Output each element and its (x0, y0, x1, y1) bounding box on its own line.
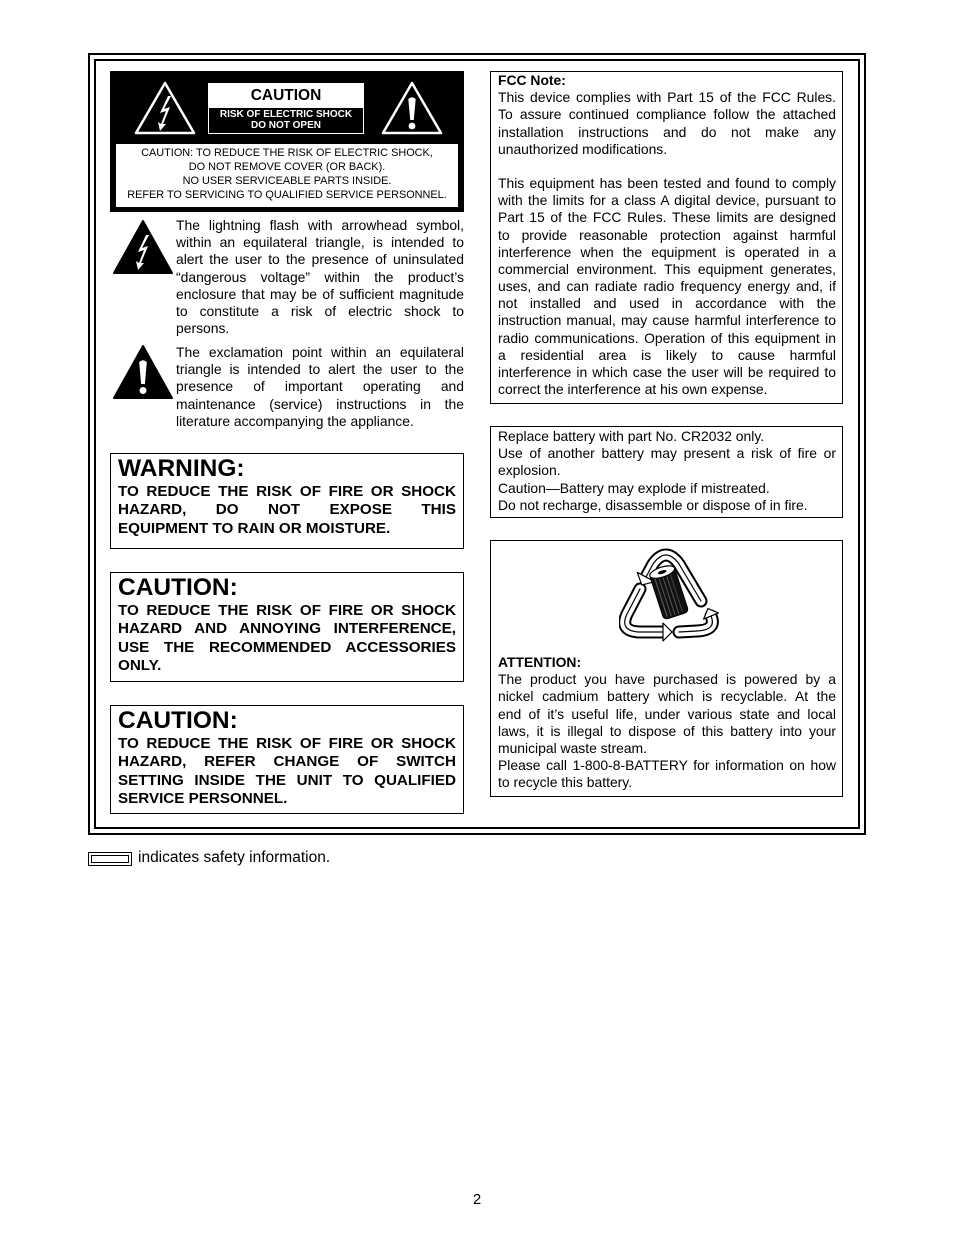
text-line: unauthorized modifications. (498, 140, 668, 157)
text-line: to constitute a risk of electric shock to (176, 302, 464, 319)
text-line: Replace battery with part No. CR2032 only. (498, 428, 765, 444)
text-line: Do not recharge, disassemble or dispose of in fire. (498, 496, 808, 513)
text-line: explosion. (498, 462, 561, 479)
fcc-note-box (490, 71, 843, 404)
battery-recycle-icon (619, 546, 719, 646)
text-line: NO USER SERVICEABLE PARTS INSIDE. (182, 174, 392, 187)
text-line: interference in which case the user will be required to (498, 363, 836, 380)
paragraph (498, 428, 836, 445)
text-line: enclosure that may be of sufficient magnitude (176, 285, 464, 302)
text-line: Part 15 of the FCC Rules. These limits are designed (498, 209, 836, 226)
page-number: 2 (472, 1191, 482, 1208)
text-line: triangle is intended to alert the user to the (176, 361, 464, 378)
text-line: DO NOT REMOVE COVER (OR BACK). (188, 160, 386, 173)
text-line: TO REDUCE THE RISK OF FIRE OR SHOCK (118, 601, 456, 619)
paragraph (498, 89, 836, 158)
battery-replacement-box (490, 426, 843, 518)
warning-text (118, 483, 456, 539)
paragraph (498, 671, 836, 757)
text-line: commercial environment. This equipment generates, (498, 260, 836, 277)
paragraph (118, 483, 456, 539)
exclamation-triangle-icon (380, 80, 444, 136)
text-line: radio communications. Operation of this equipment in (498, 329, 836, 346)
legend-text: indicates safety information. (138, 849, 331, 866)
text-line: The exclamation point within an equilateral (176, 344, 464, 360)
warning-box (110, 453, 464, 549)
caution-label-badge (208, 83, 364, 134)
text-line: a residential area is likely to cause harmful (498, 346, 836, 363)
lightning-triangle-icon (112, 219, 174, 275)
caution-accessories-text (118, 602, 456, 676)
text-line: REFER TO SERVICING TO QUALIFIED SERVICE PERSONNEL. (127, 188, 447, 201)
text-line: HAZARD, DO NOT EXPOSE THIS (118, 501, 456, 519)
text-line: to provide reasonable protection against harmful (498, 226, 836, 243)
text-line: maintenance (service) instructions in the (176, 395, 464, 412)
text-line: Please call 1-800-8-BATTERY for information on how (498, 757, 836, 774)
text-line: municipal waste stream. (498, 739, 647, 756)
text-line: laws, it is illegal to dispose of this battery into your (498, 722, 836, 739)
text-line: This device complies with Part 15 of the FCC Rules. (498, 89, 836, 106)
caution-switch-text (118, 735, 456, 809)
text-line: presence of important operating and (176, 378, 464, 395)
text-line: This equipment has been tested and found to comply (498, 175, 836, 192)
lightning-triangle-icon (133, 80, 197, 136)
text-line: installation instructions and do not make any (498, 123, 836, 140)
text-line: HAZARD AND ANNOYING INTERFERENCE, (118, 620, 456, 638)
text-line: The lightning flash with arrowhead symbol, (176, 217, 464, 233)
text-line: with the limits for a class A digital device, pursuant to (498, 192, 836, 209)
paragraph (116, 146, 458, 202)
text-line: TO REDUCE THE RISK OF FIRE OR SHOCK (118, 482, 456, 500)
text-line: “dangerous voltage” within the product’s (176, 268, 464, 285)
attention-heading: ATTENTION: (498, 654, 582, 670)
caution-accessories-box (110, 572, 464, 682)
caution-heading: CAUTION: (118, 706, 238, 734)
caution-label-risk (209, 108, 363, 131)
exclamation-symbol-description (176, 344, 464, 430)
caution-label-title: CAUTION (209, 84, 363, 108)
text-line: nickel cadmium battery which is recyclable. At the (498, 688, 836, 705)
text-line: end of it’s useful life, under various state and local (498, 705, 836, 722)
caution-label-notice (116, 144, 458, 207)
fcc-note-heading: FCC Note: (498, 72, 566, 88)
text-line: interference when the equipment is operated in a (498, 243, 836, 260)
risk-line: RISK OF ELECTRIC SHOCK (219, 109, 353, 120)
text-line: correct the interference at his own expense. (498, 381, 768, 398)
text-line: Caution—Battery may explode if mistreated. (498, 479, 770, 496)
caution-switch-box (110, 705, 464, 814)
risk-line: DO NOT OPEN (250, 120, 321, 131)
fcc-note-text (498, 89, 836, 398)
lightning-symbol-description (176, 217, 464, 337)
text-line: uses, and can radiate radio frequency energy and, if (498, 278, 836, 295)
paragraph (118, 602, 456, 676)
text-line: CAUTION: TO REDUCE THE RISK OF ELECTRIC SHOCK, (141, 146, 433, 159)
exclamation-triangle-icon (112, 344, 174, 400)
text-line: Use of another battery may present a risk of fire or (498, 445, 836, 462)
caution-heading: CAUTION: (118, 573, 238, 601)
text-line: ONLY. (118, 657, 162, 675)
paragraph (176, 344, 464, 430)
caution-label (110, 71, 464, 212)
paragraph (498, 757, 836, 791)
text-line: TO REDUCE THE RISK OF FIRE OR SHOCK (118, 734, 456, 752)
paragraph (498, 175, 836, 398)
attention-box (490, 540, 843, 797)
text-line: The product you have purchased is powered by a (498, 671, 836, 688)
paragraph (176, 217, 464, 337)
text-line: SERVICE PERSONNEL. (118, 790, 288, 808)
text-line: To assure continued compliance follow the attached (498, 106, 836, 123)
safety-frame-icon-inner (91, 855, 129, 863)
text-line: USE THE RECOMMENDED ACCESSORIES (118, 638, 456, 656)
text-line: to recycle this battery. (498, 774, 633, 791)
paragraph (498, 497, 836, 514)
text-line: SETTING INSIDE THE UNIT TO QUALIFIED (118, 771, 456, 789)
text-line: EQUIPMENT TO RAIN OR MOISTURE. (118, 519, 391, 537)
text-line: instruction manual, may cause harmful interference to (498, 312, 836, 329)
safety-frame-icon (88, 852, 132, 866)
attention-text (498, 671, 836, 791)
text-line: persons. (176, 320, 230, 337)
text-line: within an equilateral triangle, is intended to (176, 234, 464, 251)
paragraph (118, 735, 456, 809)
warning-heading: WARNING: (118, 454, 245, 482)
battery-replacement-text (498, 428, 836, 514)
text-line: alert the user to the presence of uninsulated (176, 251, 464, 268)
paragraph (498, 445, 836, 479)
text-line: HAZARD, REFER CHANGE OF SWITCH (118, 753, 456, 771)
text-line: not installed and used in accordance with the (498, 295, 836, 312)
text-line: literature accompanying the appliance. (176, 412, 414, 429)
paragraph (498, 480, 836, 497)
